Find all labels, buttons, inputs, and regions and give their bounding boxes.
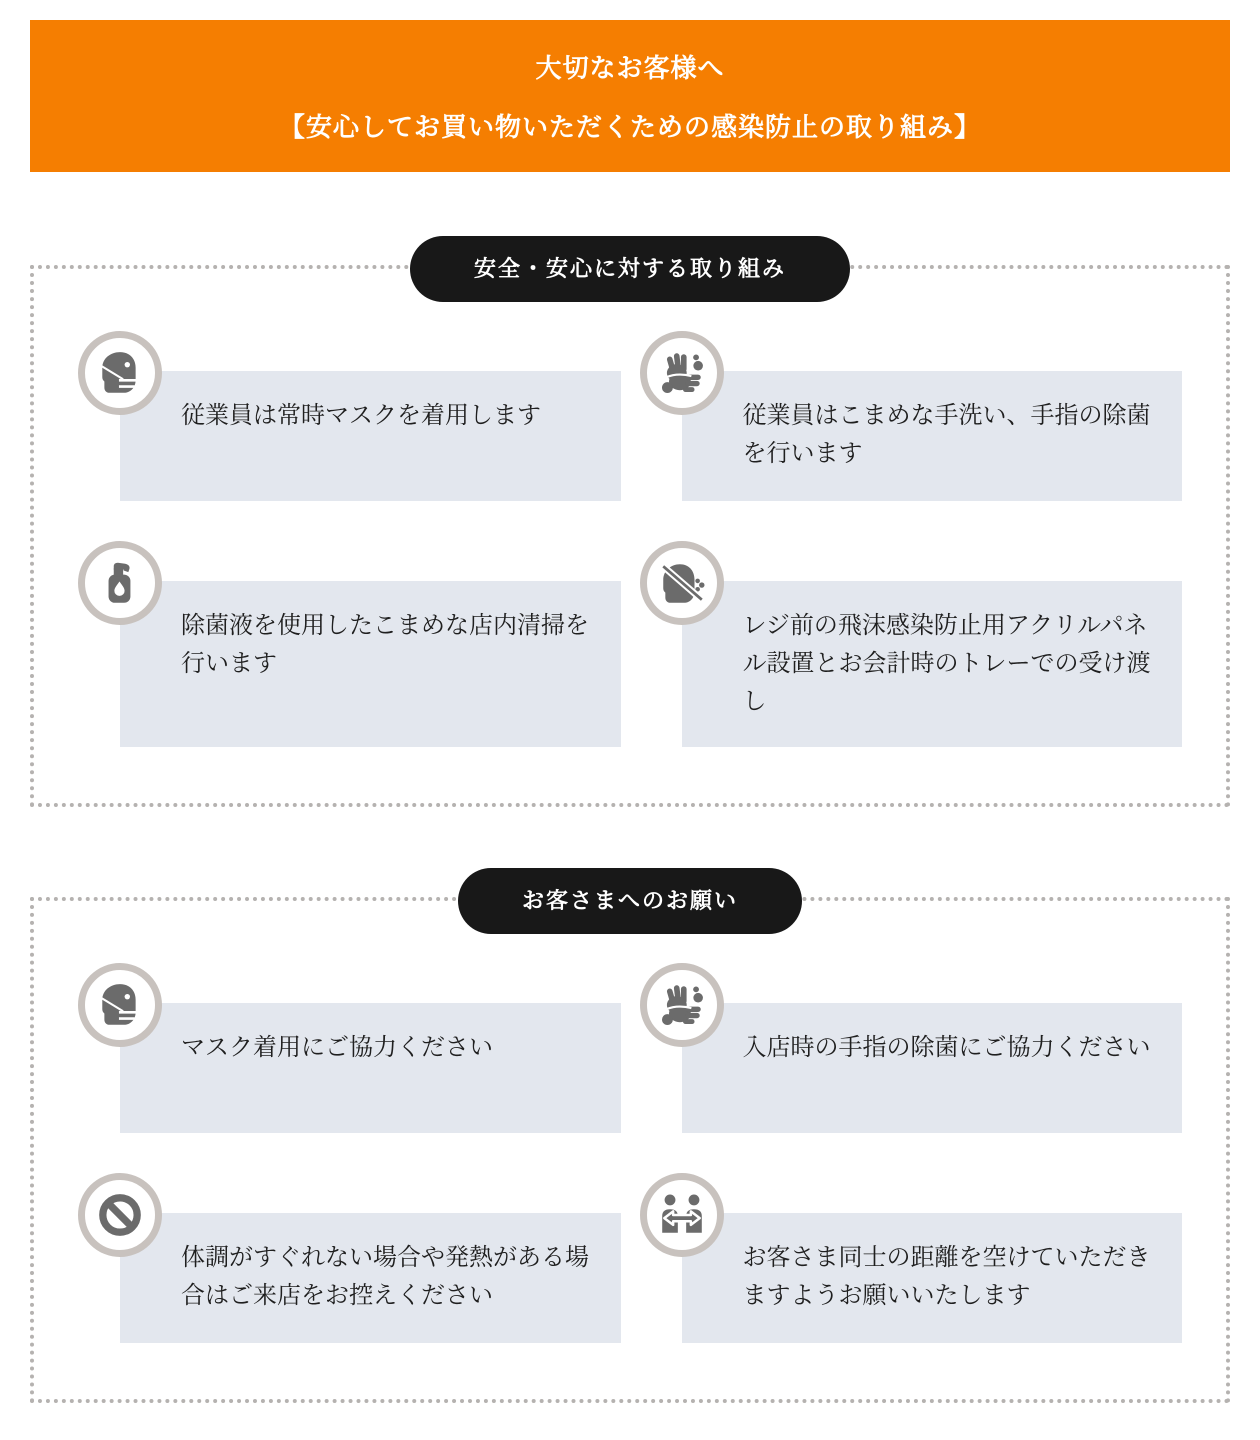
measure-text: 従業員はこまめな手洗い、手指の除菌を行います xyxy=(682,371,1183,501)
measure-item-handwash xyxy=(640,331,1183,501)
header-subtitle: 【安心してお買い物いただくための感染防止の取り組み】 xyxy=(278,112,981,142)
section-badge: 安全・安心に対する取り組み xyxy=(410,236,850,302)
droplet-block-icon xyxy=(640,541,724,625)
section-badge: お客さまへのお願い xyxy=(458,868,802,934)
social-distance-icon xyxy=(640,1173,724,1257)
section-store-measures xyxy=(30,256,1230,807)
measure-item-mask xyxy=(78,331,621,501)
request-text: 入店時の手指の除菌にご協力ください xyxy=(682,1003,1183,1133)
request-item-stay-home xyxy=(78,1173,621,1343)
hand-wash-icon xyxy=(640,331,724,415)
requests-grid xyxy=(78,963,1182,1343)
no-entry-icon xyxy=(78,1173,162,1257)
measure-item-panel xyxy=(640,541,1183,747)
request-item-sanitize xyxy=(640,963,1183,1133)
mask-face-icon xyxy=(78,331,162,415)
request-text: お客さま同士の距離を空けていただきますようお願いいたします xyxy=(682,1213,1183,1343)
request-item-mask xyxy=(78,963,621,1133)
hand-wash-icon xyxy=(640,963,724,1047)
request-text: マスク着用にご協力ください xyxy=(120,1003,621,1133)
request-item-distance xyxy=(640,1173,1183,1343)
mask-face-icon xyxy=(78,963,162,1047)
section-customer-requests xyxy=(30,888,1230,1403)
measure-text: 除菌液を使用したこまめな店内清掃を行います xyxy=(120,581,621,747)
spray-bottle-icon xyxy=(78,541,162,625)
measure-text: レジ前の飛沫感染防止用アクリルパネル設置とお会計時のトレーでの受け渡し xyxy=(682,581,1183,747)
measure-item-cleaning xyxy=(78,541,621,747)
header-banner xyxy=(30,20,1230,172)
header-title: 大切なお客様へ xyxy=(535,53,725,83)
request-text: 体調がすぐれない場合や発熱がある場合はご来店をお控えください xyxy=(120,1213,621,1343)
measures-grid xyxy=(78,331,1182,747)
measure-text: 従業員は常時マスクを着用します xyxy=(120,371,621,501)
